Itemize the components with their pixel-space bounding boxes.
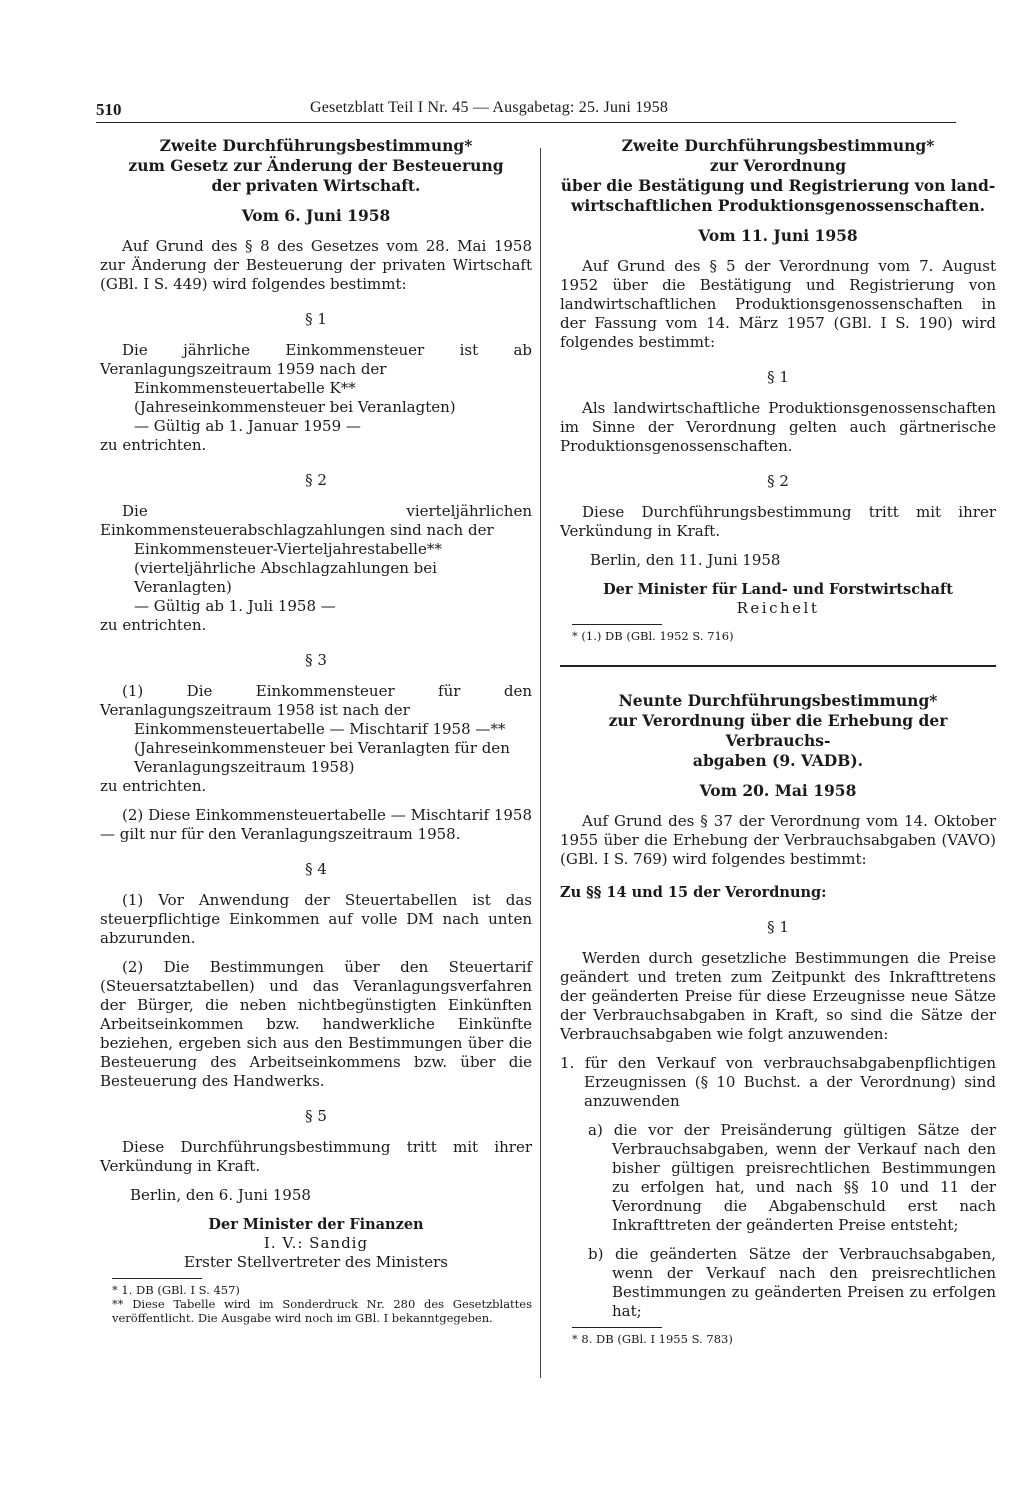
footnote-rule: [112, 1278, 202, 1279]
title-line: über die Bestätigung und Registrierung von land-: [560, 176, 996, 195]
section-text: Werden durch gesetzliche Bestimmungen die Preise geändert und treten zum Zeitpunkt des Inkrafttretens der geänderten Preise für diese Erzeugnisse neue Sätze der Verbrauchsabgaben in Kraft, so sind die Sätze der Verbrauchsabgaben wie folgt anzuwenden:: [560, 948, 996, 1043]
footnote: * 1. DB (GBl. I S. 457): [112, 1283, 240, 1297]
section-text: Die vierteljährlichen Einkommensteuerabschlagzahlungen sind nach der: [100, 502, 532, 539]
title-line: Zweite Durchführungsbestimmung*: [621, 136, 935, 155]
intro-paragraph: Auf Grund des § 37 der Verordnung vom 14. Oktober 1955 über die Erhebung der Verbrauchsabgaben (VAVO) (GBl. I S. 769) wird folgendes bestimmt:: [560, 811, 996, 868]
table-line: Einkommensteuertabelle — Mischtarif 1958 —**: [134, 720, 506, 738]
section-heading: § 3: [305, 651, 327, 669]
footnote: * (1.) DB (GBl. 1952 S. 716): [572, 629, 734, 643]
section-heading: § 4: [305, 860, 327, 878]
section-end: zu entrichten.: [100, 616, 207, 634]
section-text: (1) Vor Anwendung der Steuertabellen ist das steuerpflichtige Einkommen auf volle DM nach unten abzurunden.: [100, 891, 532, 947]
title-line: wirtschaftlichen Produktionsgenossenschaften.: [571, 196, 985, 215]
intro-paragraph: Auf Grund des § 5 der Verordnung vom 7. August 1952 über die Bestätigung und Registrierung von landwirtschaftlichen Produktionsgenossenschaften in der Fassung vom 14. März 1957 (GBl. I S. 190) wird folgendes bestimmt:: [560, 257, 996, 351]
right-column: [560, 136, 996, 1346]
title-line: der privaten Wirtschaft.: [211, 176, 421, 195]
subheading: Zu §§ 14 und 15 der Verordnung:: [560, 883, 827, 901]
section-separator: [560, 665, 996, 667]
table-line: Einkommensteuertabelle K**: [134, 379, 356, 397]
running-title: Gesetzblatt Teil I Nr. 45 — Ausgabetag: 25. Juni 1958: [310, 99, 669, 116]
tax-table-reference: [134, 720, 532, 777]
section-end: zu entrichten.: [100, 777, 207, 795]
title-line: Neunte Durchführungsbestimmung*: [618, 690, 938, 710]
tax-table-reference: [134, 379, 532, 436]
decree-date: Vom 11. Juni 1958: [698, 226, 858, 245]
section-heading: § 2: [767, 472, 789, 490]
title-line: abgaben (9. VADB).: [692, 750, 864, 770]
signature-name: Reichelt: [736, 599, 820, 617]
page-number: 510: [96, 100, 122, 119]
list-item: 1. für den Verkauf von verbrauchsabgabenpflichtigen Erzeugnissen (§ 10 Buchst. a der Verordnung) sind anzuwenden: [560, 1053, 996, 1110]
title-line: Zweite Durchführungsbestimmung*: [159, 136, 473, 155]
section-text: (1) Die Einkommensteuer für den Veranlagungszeitraum 1958 ist nach der: [100, 682, 532, 719]
title-line: zur Verordnung über die Erhebung der Verbrauchs-: [608, 710, 948, 750]
decree-title: [100, 136, 532, 196]
section-heading: § 1: [305, 310, 327, 328]
title-line: zur Verordnung: [709, 156, 847, 175]
section-end: zu entrichten.: [100, 436, 207, 454]
section-text: Als landwirtschaftliche Produktionsgenossenschaften im Sinne der Verordnung gelten auch gärtnerische Produktionsgenossenschaften.: [560, 399, 996, 455]
table-line: — Gültig ab 1. Juli 1958 —: [134, 597, 336, 615]
table-line: (Jahreseinkommensteuer bei Veranlagten für den Veranlagungszeitraum 1958): [134, 739, 510, 776]
table-line: — Gültig ab 1. Januar 1959 —: [134, 417, 361, 435]
column-divider: [540, 148, 541, 1378]
tax-table-reference: [134, 540, 532, 616]
table-line: Einkommensteuer-Vierteljahrestabelle**: [134, 540, 442, 558]
section-heading: § 5: [305, 1107, 327, 1125]
signature-name: I. V.: Sandig: [263, 1234, 369, 1252]
decree-date: Vom 20. Mai 1958: [699, 780, 857, 800]
intro-paragraph: Auf Grund des § 8 des Gesetzes vom 28. Mai 1958 zur Änderung der Besteuerung der privaten Wirtschaft (GBl. I S. 449) wird folgendes bestimmt:: [100, 237, 532, 293]
section-heading: § 1: [767, 368, 789, 386]
place-date: Berlin, den 6. Juni 1958: [130, 1186, 311, 1204]
table-line: (Jahreseinkommensteuer bei Veranlagten): [134, 398, 456, 416]
title-line: zum Gesetz zur Änderung der Besteuerung: [128, 156, 504, 175]
section-heading: § 1: [767, 917, 789, 936]
footnote-rule: [572, 1327, 662, 1328]
decree-title: [560, 136, 996, 216]
list-subitem: a) die vor der Preisänderung gültigen Sätze der Verbrauchsabgaben, wenn der Verkauf nach den bisher gültigen preisrechtlichen Bestimmungen zu erfolgen hat, und nach §§ 10 und 11 der Verordnung die Abgabenschuld erst nach Inkrafttreten der geänderten Preise entsteht;: [588, 1120, 996, 1234]
signature-role: Erster Stellvertreter des Ministers: [184, 1253, 448, 1271]
signature-organization: Der Minister für Land- und Forstwirtschaft: [603, 581, 953, 598]
footnote-rule: [572, 624, 662, 625]
footnote: ** Diese Tabelle wird im Sonderdruck Nr. 280 des Gesetzblattes veröffentlicht. Die Ausgabe wird noch im GBl. I bekanntgegeben.: [112, 1297, 532, 1325]
page-header: [96, 96, 956, 123]
list-subitem: b) die geänderten Sätze der Verbrauchsabgaben, wenn der Verkauf nach den preisrechtlichen Bestimmungen zu geänderten Preisen zu erfolgen hat;: [588, 1244, 996, 1320]
table-line: (vierteljährliche Abschlagzahlungen bei Veranlagten): [134, 559, 437, 596]
section-text: (2) Diese Einkommensteuertabelle — Mischtarif 1958 — gilt nur für den Veranlagungszeitraum 1958.: [100, 806, 532, 843]
section-text: Diese Durchführungsbestimmung tritt mit ihrer Verkündung in Kraft.: [560, 503, 996, 540]
signature-organization: Der Minister der Finanzen: [208, 1216, 424, 1233]
place-date: Berlin, den 11. Juni 1958: [590, 551, 781, 569]
section-text: (2) Die Bestimmungen über den Steuertarif (Steuersatztabellen) und das Veranlagungsverfahren der Bürger, die neben nichtbegünstigten Einkünften Arbeitseinkommen bzw. handwerkliche Einkünfte beziehen, ergeben sich aus den Bestimmungen über die Besteuerung des Arbeitseinkommens bzw. über die Besteuerung des Handwerks.: [100, 958, 532, 1090]
section-text: Diese Durchführungsbestimmung tritt mit ihrer Verkündung in Kraft.: [100, 1138, 532, 1175]
left-column: [100, 136, 532, 1325]
decree-date: Vom 6. Juni 1958: [241, 206, 391, 225]
section-heading: § 2: [305, 471, 327, 489]
footnote: * 8. DB (GBl. I 1955 S. 783): [572, 1331, 733, 1346]
decree-title: [560, 691, 996, 771]
section-text: Die jährliche Einkommensteuer ist ab Veranlagungszeitraum 1959 nach der: [100, 341, 532, 378]
